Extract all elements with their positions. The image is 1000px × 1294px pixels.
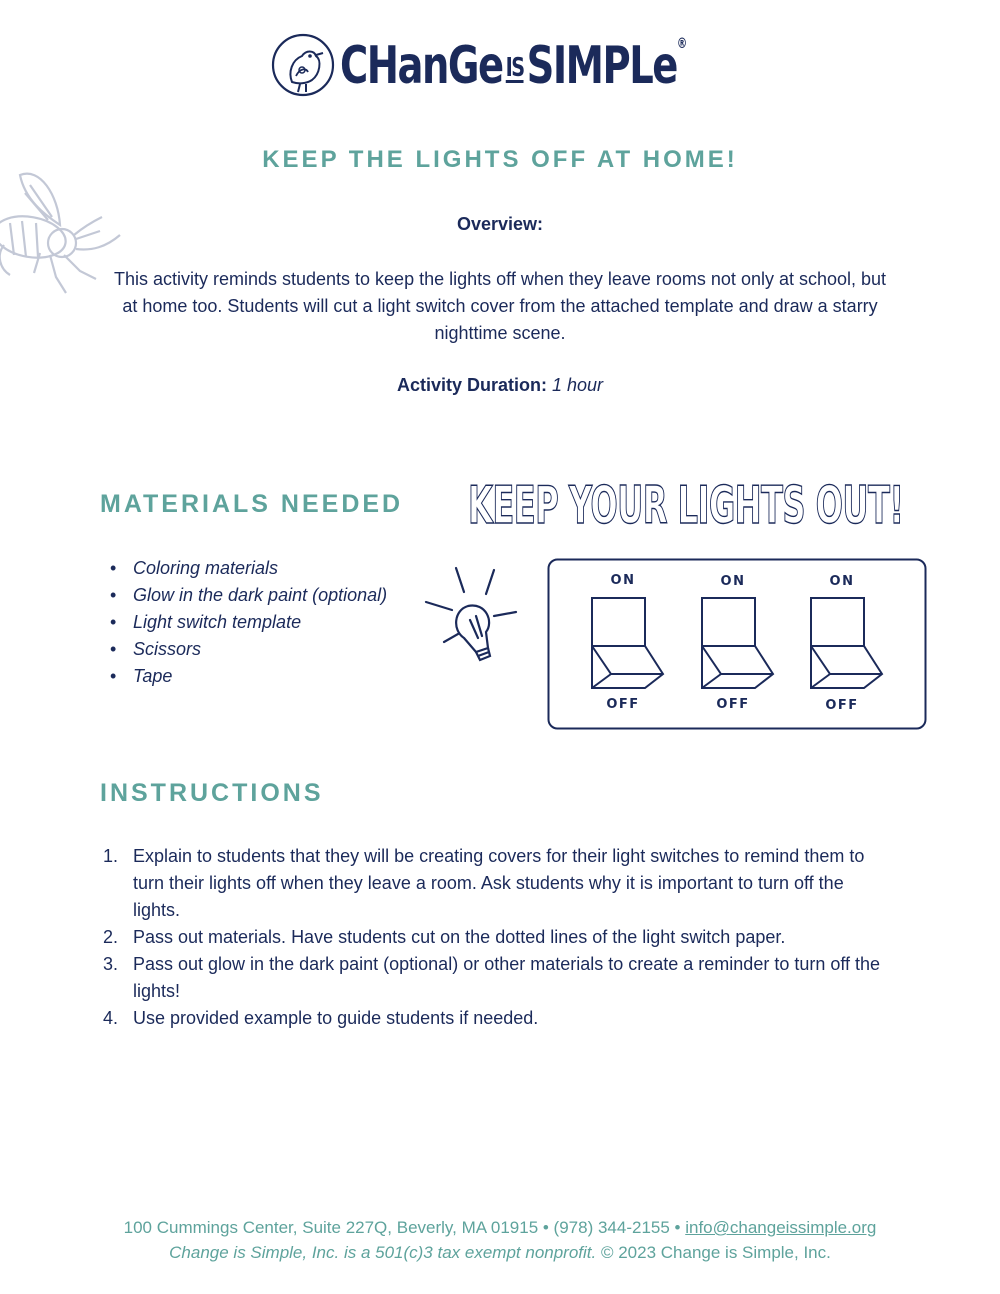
light-switch-2 xyxy=(702,598,773,688)
slogan-heading: KEEP YOUR LIGHTS OUT! xyxy=(468,476,904,536)
switch-on-label: ON xyxy=(610,573,636,588)
instructions-list xyxy=(102,843,893,1032)
footer-contact xyxy=(0,1218,1000,1238)
list-item: • Glow in the dark paint (optional) xyxy=(110,582,387,609)
light-bulb-icon xyxy=(420,560,530,670)
footer-copyright: © 2023 Change is Simple, Inc. xyxy=(596,1243,831,1262)
footer-legal xyxy=(0,1243,1000,1263)
footer-email-link[interactable]: info@changeissimple.org xyxy=(685,1218,877,1237)
switch-on-label: ON xyxy=(720,574,746,589)
logo-word-change: CHanGe xyxy=(340,36,503,96)
footer-nonprofit: Change is Simple, Inc. is a 501(c)3 tax exempt nonprofit. xyxy=(169,1243,597,1262)
switch-off-label: OFF xyxy=(825,698,859,713)
step-text: Explain to students that they will be creating covers for their light switches to remind them to turn their lights off when they leave a room. Ask students why it is important to turn off the lights. xyxy=(133,846,865,920)
list-item: • Coloring materials xyxy=(110,555,387,582)
materials-heading: MATERIALS NEEDED xyxy=(100,490,404,518)
instructions-heading: INSTRUCTIONS xyxy=(100,779,324,807)
registered-mark: ® xyxy=(676,36,686,52)
light-switch-3 xyxy=(811,598,882,688)
list-item xyxy=(102,843,893,924)
list-item xyxy=(102,924,893,951)
overview-text: This activity reminds students to keep the lights off when they leave rooms not only at school, but at home too. Students will cut a light switch cover from the attached template and draw a starry nighttime scene. xyxy=(113,269,887,343)
step-number: 4. xyxy=(102,1008,118,1028)
page-title: KEEP THE LIGHTS OFF AT HOME! xyxy=(262,146,738,173)
overview-heading: Overview: xyxy=(456,214,544,234)
switch-on-label: ON xyxy=(829,574,855,589)
activity-duration xyxy=(0,375,1000,396)
switch-off-label: OFF xyxy=(606,697,640,712)
switch-off-label: OFF xyxy=(716,697,750,712)
duration-value: 1 hour xyxy=(546,375,604,395)
step-text: Pass out glow in the dark paint (optional) or other materials to create a reminder to turn off the lights! xyxy=(133,954,881,1001)
step-number: 1. xyxy=(102,846,118,866)
bird-logo-icon xyxy=(270,32,336,98)
list-item: • Tape xyxy=(110,663,387,690)
footer-address: 100 Cummings Center, Suite 227Q, Beverly, MA 01915 • (978) 344-2155 • xyxy=(123,1218,686,1237)
materials-list xyxy=(110,555,387,690)
step-number: 2. xyxy=(102,927,118,947)
list-item xyxy=(102,1005,893,1032)
logo-word-simple: SIMPLe xyxy=(526,36,677,96)
step-text: Pass out materials. Have students cut on the dotted lines of the light switch paper. xyxy=(133,927,786,947)
list-item xyxy=(102,951,893,1005)
light-switch-panel xyxy=(547,558,927,730)
step-text: Use provided example to guide students if needed. xyxy=(133,1008,539,1028)
step-number: 3. xyxy=(102,954,118,974)
logo xyxy=(270,32,730,102)
logo-word-is: IS xyxy=(505,52,524,83)
light-switch-1 xyxy=(592,598,663,688)
logo-wordmark xyxy=(340,36,686,96)
list-item: • Light switch template xyxy=(110,609,387,636)
duration-label: Activity Duration: xyxy=(396,375,547,395)
list-item: • Scissors xyxy=(110,636,387,663)
